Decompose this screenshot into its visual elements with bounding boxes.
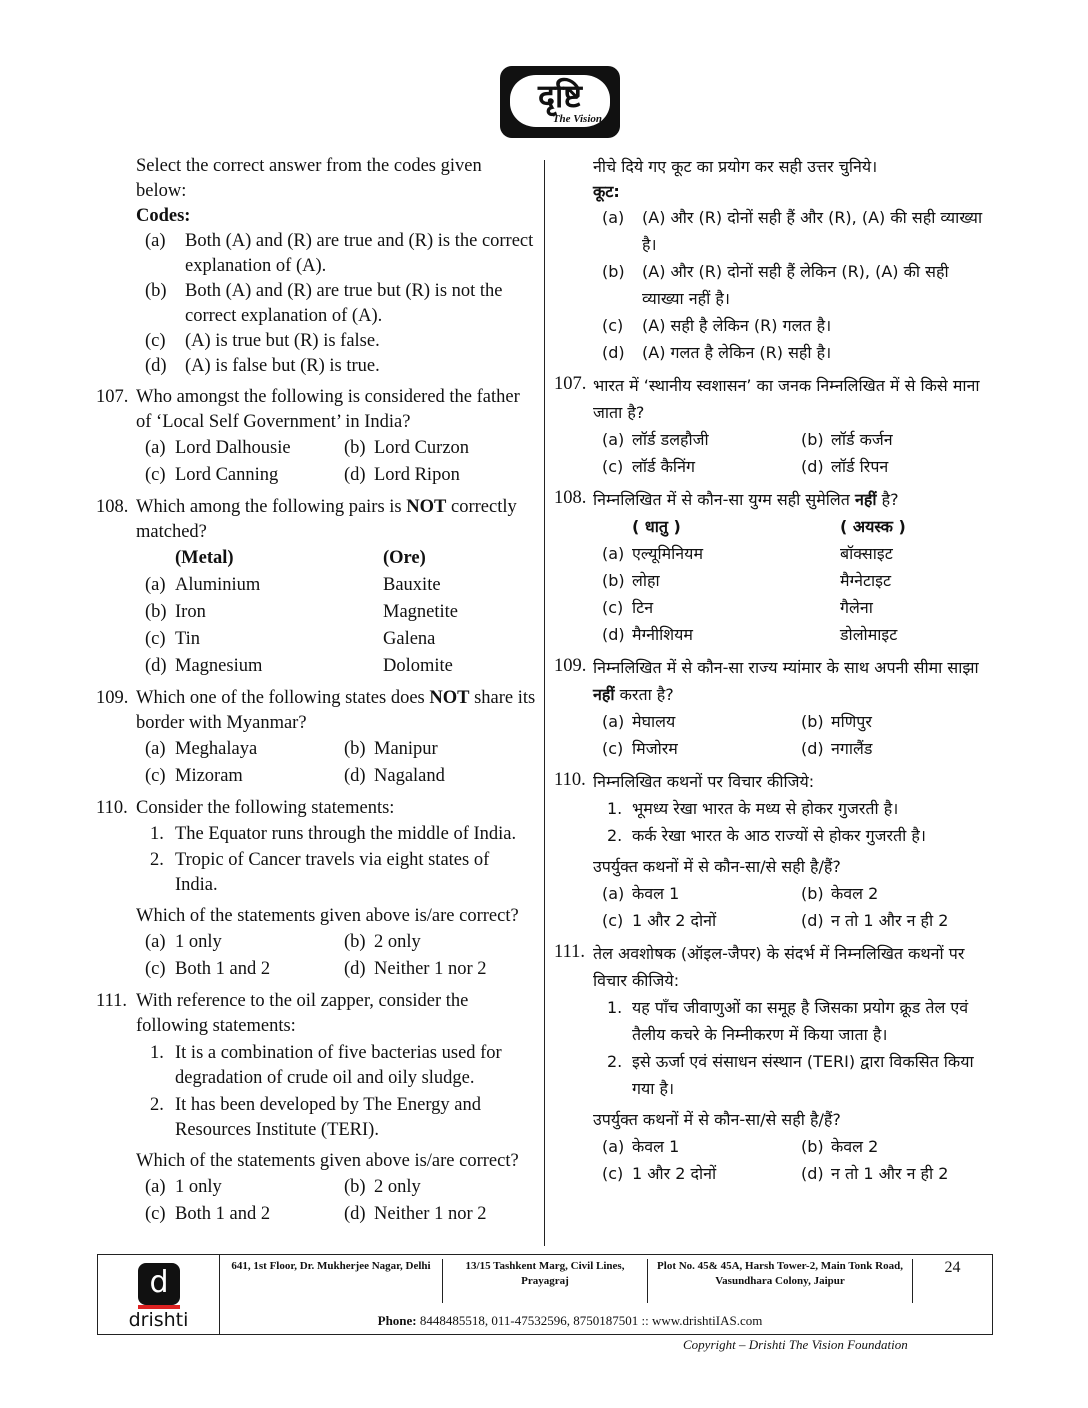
column-divider [544,160,545,1246]
question-text: Consider the following statements: [136,798,395,818]
code-option: (c) (A) is true but (R) is false. [145,331,380,351]
hindi-column [554,154,993,1187]
question-text: निम्नलिखित में से कौन-सा युग्म सही सुमेलित नहीं है? [593,490,899,509]
question-ask: Which of the statements given above is/are correct? [136,1151,519,1171]
statement: 1. The Equator runs through the middle of India. [150,824,517,844]
answer-options: (a) लॉर्ड डलहौजी (b) लॉर्ड कर्जन (c) लॉर्ड कैनिंग (d) लॉर्ड रिपन [602,430,893,476]
match-row: (d) मैग्नीशियम डोलोमाइट [602,625,898,644]
match-row: (b) Iron Magnetite [145,602,459,622]
statement: 2. कर्क रेखा भारत के आठ राज्यों से होकर गुजरती है। [607,826,926,845]
question-text: निम्नलिखित कथनों पर विचार कीजिये: [593,772,815,791]
english-column [96,154,536,1228]
code-option: (b) (A) और (R) दोनों सही हैं लेकिन (R), (A) की सही व्याख्या नहीं है। [602,262,949,308]
codes-intro: नीचे दिये गए कूट का प्रयोग कर सही उत्तर चुनिये। [593,157,878,176]
question-108: 108. निम्नलिखित में से कौन-सा युग्म सही सुमेलित नहीं है? ( धातु ) ( अयस्क ) (a) एल्यूमिनियम बॉक्साइट (b) लोहा मैग्नेटाइट (c) टिन गैलेना (d) मैग्नीशियम डोलोमाइट [593,486,993,648]
code-option: (d) (A) गलत है लेकिन (R) सही है। [602,343,832,362]
logo-tagline: The Vision [552,113,602,125]
match-header: (Metal) (Ore) [175,548,426,568]
address-delhi: 641, 1st Floor, Dr. Mukherjee Nagar, Delhi [220,1259,443,1303]
question-111: 111. With reference to the oil zapper, consider the following statements: 1. It is a combination of five bacterias used for degradation of crude oil and oily sludge. 2. It has been developed by The Energy and Resources Institute (TERI). Which of the statements given above is/are correct? (a) 1 only (b) 2 only (c) Both 1 and 2 (d) Neither 1 nor 2 [136,989,536,1228]
match-row: (c) टिन गैलेना [602,598,873,617]
question-text: तेल अवशोषक (ऑइल-जैपर) के संदर्भ में निम्नलिखित कथनों पर विचार कीजिये: [593,944,965,990]
code-option: (a) Both (A) and (R) are true and (R) is the correct explanation of (A). [145,231,534,276]
drishti-logo [500,66,620,138]
question-ask: उपर्युक्त कथनों में से कौन-सा/से सही है/हैं? [593,1110,841,1129]
question-text: With reference to the oil zapper, consider the following statements: [136,991,469,1036]
copyright: Copyright – Drishti The Vision Foundation [683,1337,908,1352]
statement: 2. Tropic of Cancer travels via eight states of India. [150,850,490,895]
code-option: (d) (A) is false but (R) is true. [145,356,380,376]
question-text: Which among the following pairs is NOT correctly matched? [136,497,517,542]
question-107: 107. भारत में ‘स्थानीय स्वशासन’ का जनक निम्नलिखित में से किसे माना जाता है? (a) लॉर्ड डलहौजी (b) लॉर्ड कर्जन (c) लॉर्ड कैनिंग (d) लॉर्ड रिपन [593,372,993,480]
question-111: 111. तेल अवशोषक (ऑइल-जैपर) के संदर्भ में निम्नलिखित कथनों पर विचार कीजिये: 1. यह पाँच जीवाणुओं का समूह है जिसका प्रयोग क्रूड तेल एवं तैलीय कचरे के निम्नीकरण में किया जाता है। 2. इसे ऊर्जा एवं संसाधन संस्थान (TERI) द्वारा विकसित किया गया है। उपर्युक्त कथनों में से कौन-सा/से सही है/हैं? (a) केवल 1 (b) केवल 2 (c) 1 और 2 दोनों (d) न तो 1 और न ही 2 [593,940,993,1187]
question-107: 107. Who amongst the following is considered the father of ‘Local Self Government’ in India? (a) Lord Dalhousie (b) Lord Curzon (c) Lord Canning (d) Lord Ripon [136,385,536,489]
question-text: निम्नलिखित में से कौन-सा राज्य म्यांमार के साथ अपनी सीमा साझा नहीं करता है? [593,658,979,704]
footer-logo-text: drishti [128,1309,189,1331]
statement: 1. It is a combination of five bacterias used for degradation of crude oil and oily sludge. [150,1043,502,1088]
match-row: (b) लोहा मैग्नेटाइट [602,571,892,590]
phone-label: Phone: [377,1313,417,1328]
answer-options: (a) केवल 1 (b) केवल 2 (c) 1 और 2 दोनों (d) न तो 1 और न ही 2 [602,884,949,930]
statement: 2. It has been developed by The Energy and Resources Institute (TERI). [150,1095,482,1140]
codes-label: Codes: [136,206,191,226]
match-row: (a) Aluminium Bauxite [145,575,441,595]
codes-label: कूट: [593,182,620,201]
question-text: Which one of the following states does NOT share its border with Myanmar? [136,688,536,733]
question-text: Who amongst the following is considered the father of ‘Local Self Government’ in India? [136,387,520,432]
question-110: 110. निम्नलिखित कथनों पर विचार कीजिये: 1. भूमध्य रेखा भारत के मध्य से होकर गुजरती है। 2. कर्क रेखा भारत के आठ राज्यों से होकर गुजरती है। उपर्युक्त कथनों में से कौन-सा/से सही है/हैं? (a) केवल 1 (b) केवल 2 (c) 1 और 2 दोनों (d) न तो 1 और न ही 2 [593,768,993,934]
codes-intro: Select the correct answer from the codes given below: [136,156,482,201]
question-109: 109. निम्नलिखित में से कौन-सा राज्य म्यांमार के साथ अपनी सीमा साझा नहीं करता है? (a) मेघालय (b) मणिपुर (c) मिजोरम (d) नगालैंड [593,654,993,762]
question-ask: Which of the statements given above is/are correct? [136,906,519,926]
answer-options: (a) मेघालय (b) मणिपुर (c) मिजोरम (d) नगालैंड [602,712,873,758]
contact-line [220,1313,920,1329]
match-row: (c) Tin Galena [145,629,436,649]
answer-options: (a) Lord Dalhousie (b) Lord Curzon (c) Lord Canning (d) Lord Ripon [145,438,470,485]
logo-d-icon: d [138,1263,180,1305]
question-108: 108. Which among the following pairs is NOT correctly matched? (Metal) (Ore) (a) Aluminium Bauxite (b) Iron Magnetite (c) Tin Galena (d) Magnesium Dolomite [136,495,536,680]
footer-logo [98,1255,220,1334]
match-header: ( धातु ) ( अयस्क ) [632,517,906,536]
answer-options: (a) Meghalaya (b) Manipur (c) Mizoram (d) Nagaland [145,739,445,786]
answer-options: (a) 1 only (b) 2 only (c) Both 1 and 2 (d) Neither 1 nor 2 [145,932,487,979]
question-ask: उपर्युक्त कथनों में से कौन-सा/से सही है/हैं? [593,857,841,876]
question-text: भारत में ‘स्थानीय स्वशासन’ का जनक निम्नलिखित में से किसे माना जाता है? [593,376,980,422]
phone-value: 8448485518, 011-47532596, 8750187501 :: www.drishtiIAS.com [419,1313,763,1328]
code-option: (c) (A) सही है लेकिन (R) गलत है। [602,316,832,335]
answer-options: (a) 1 only (b) 2 only (c) Both 1 and 2 (d) Neither 1 nor 2 [145,1177,487,1224]
statement: 1. भूमध्य रेखा भारत के मध्य से होकर गुजरती है। [607,799,899,818]
match-row: (a) एल्यूमिनियम बॉक्साइट [602,544,893,563]
page-number: 24 [944,1259,961,1276]
code-option: (b) Both (A) and (R) are true but (R) is not the correct explanation of (A). [145,281,503,326]
question-110: 110. Consider the following statements: 1. The Equator runs through the middle of India. 2. Tropic of Cancer travels via eight states of India. Which of the statements given above is/are correct? (a) 1 only (b) 2 only (c) Both 1 and 2 (d) Neither 1 nor 2 [136,796,536,983]
page-footer [97,1254,993,1335]
question-109: 109. Which one of the following states does NOT share its border with Myanmar? (a) Meghalaya (b) Manipur (c) Mizoram (d) Nagaland [136,686,536,790]
address-prayagraj: 13/15 Tashkent Marg, Civil Lines, Prayagraj [443,1259,648,1303]
logo-text: दृष्टि [538,77,582,115]
code-option: (a) (A) और (R) दोनों सही हैं और (R), (A) की सही व्याख्या है। [602,208,983,254]
statement: 1. यह पाँच जीवाणुओं का समूह है जिसका प्रयोग क्रूड तेल एवं तैलीय कचरे के निम्नीकरण में किया जाता है। [607,998,969,1044]
address-jaipur: Plot No. 45& 45A, Harsh Tower-2, Main Tonk Road, Vasundhara Colony, Jaipur [648,1259,913,1303]
statement: 2. इसे ऊर्जा एवं संसाधन संस्थान (TERI) द्वारा विकसित किया गया है। [607,1052,974,1098]
match-row: (d) Magnesium Dolomite [145,656,453,676]
answer-options: (a) केवल 1 (b) केवल 2 (c) 1 और 2 दोनों (d) न तो 1 और न ही 2 [602,1137,949,1183]
